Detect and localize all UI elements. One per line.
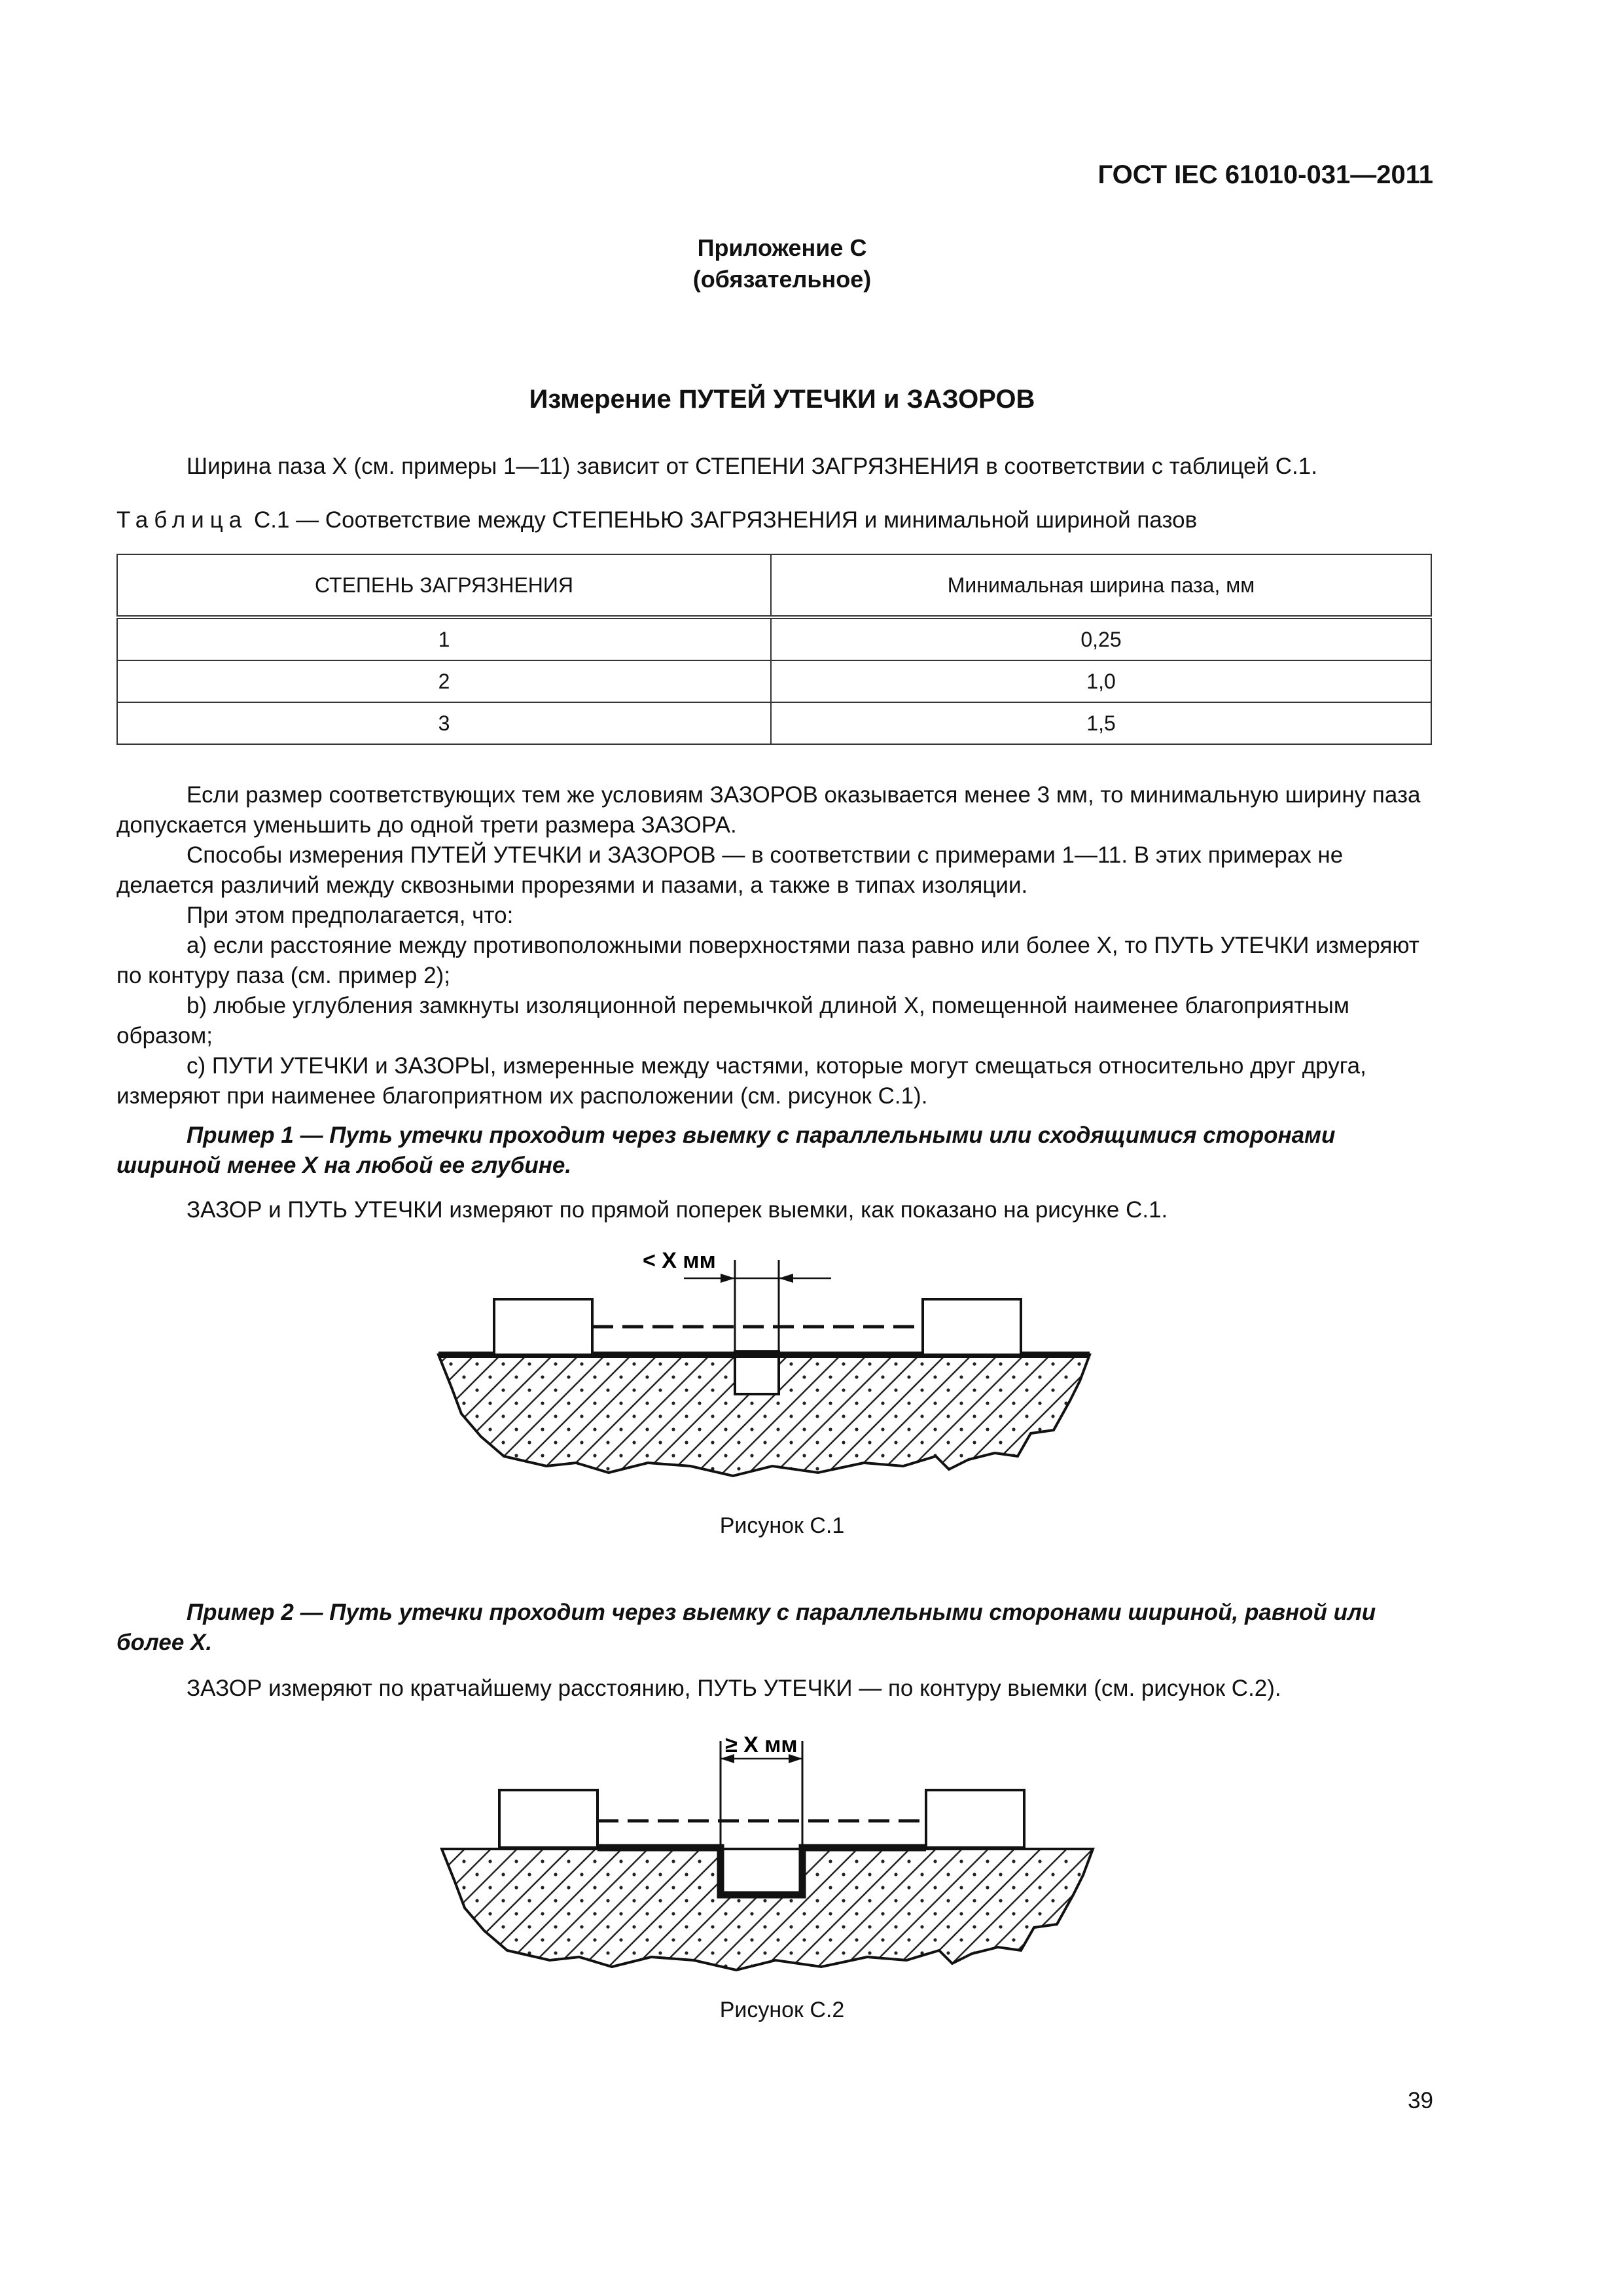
conductor-right (923, 1299, 1021, 1355)
example-1-text: ЗАЗОР и ПУТЬ УТЕЧКИ измеряют по прямой поперек выемки, как показано на рисунке С.1. (187, 1197, 1168, 1223)
table-cell: 3 (117, 702, 771, 744)
body-paragraph: При этом предполагается, что: (187, 903, 514, 928)
list-item: b) любые углубления замкнуты изоляционной перемычкой длиной X, помещенной наименее благоприятным образом; (116, 993, 1349, 1049)
table-header-cell: Минимальная ширина паза, мм (771, 554, 1431, 617)
appendix-label: Приложение С (697, 234, 867, 261)
table-caption (116, 507, 1197, 533)
appendix-heading (0, 232, 1564, 295)
dimension-label: ≥ X мм (725, 1732, 798, 1757)
document-code: ГОСТ IEC 61010-031—2011 (1097, 160, 1433, 189)
table-cell: 0,25 (771, 617, 1431, 660)
table-cell: 1,0 (771, 660, 1431, 702)
table-header-cell: СТЕПЕНЬ ЗАГРЯЗНЕНИЯ (117, 554, 771, 617)
table-row (117, 702, 1431, 744)
conductor-right (926, 1790, 1024, 1848)
table-row (117, 660, 1431, 702)
figure-c2-diagram (432, 1725, 1126, 1986)
table-cell: 1 (117, 617, 771, 660)
intro-paragraph: Ширина паза X (см. примеры 1—11) зависит от СТЕПЕНИ ЗАГРЯЗНЕНИЯ в соответствии с таблицей С.1. (187, 454, 1317, 479)
example-2-text: ЗАЗОР измеряют по кратчайшему расстоянию, ПУТЬ УТЕЧКИ — по контуру выемки (см. рисунок С.2). (187, 1676, 1281, 1701)
body-paragraph: Если размер соответствующих тем же условиям ЗАЗОРОВ оказывается менее 3 мм, то минимальную ширину паза допускается уменьшить до одной трети размера ЗАЗОРА. (116, 782, 1421, 838)
figure-c1-diagram (432, 1240, 1126, 1502)
table-caption-text: С.1 — Соответствие между СТЕПЕНЬЮ ЗАГРЯЗНЕНИЯ и минимальной шириной пазов (247, 507, 1198, 533)
figure-c1-caption: Рисунок С.1 (719, 1513, 845, 1538)
arrowhead (779, 1274, 793, 1283)
example-1-title: Пример 1 — Путь утечки проходит через выемку с параллельными или сходящимися сторонами шириной менее X на любой ее глубине. (116, 1122, 1336, 1178)
body-paragraph: Способы измерения ПУТЕЙ УТЕЧКИ и ЗАЗОРОВ — в соответствии с примерами 1—11. В этих примерах не делается различий между сквозными прорезями и пазами, а также в типах изоляции. (116, 842, 1344, 898)
conductor-left (499, 1790, 597, 1848)
table-cell: 1,5 (771, 702, 1431, 744)
table-row (117, 617, 1431, 660)
example-2-title: Пример 2 — Путь утечки проходит через выемку с параллельными сторонами шириной, равной или более X. (116, 1600, 1376, 1655)
table-header-row (117, 554, 1431, 617)
section-title: Измерение ПУТЕЙ УТЕЧКИ и ЗАЗОРОВ (529, 385, 1035, 414)
figure-c2-caption: Рисунок С.2 (719, 1998, 845, 2022)
pollution-degree-table (116, 554, 1432, 745)
dimension-label: < X мм (643, 1248, 716, 1273)
page-number: 39 (1408, 2088, 1433, 2113)
list-item: с) ПУТИ УТЕЧКИ и ЗАЗОРЫ, измеренные между частями, которые могут смещаться относительно друг друга, измеряют при наименее благоприятном их расположении (см. рисунок С.1). (116, 1053, 1366, 1109)
table-caption-word: Таблица (116, 507, 248, 533)
groove (721, 1848, 802, 1895)
list-item: а) если расстояние между противоположными поверхностями паза равно или более X, то ПУТЬ УТЕЧКИ измеряют по контуру паза (см. пример 2); (116, 933, 1419, 988)
arrowhead (721, 1274, 735, 1283)
table-cell: 2 (117, 660, 771, 702)
conductor-left (494, 1299, 592, 1355)
appendix-status: (обязательное) (692, 266, 872, 293)
